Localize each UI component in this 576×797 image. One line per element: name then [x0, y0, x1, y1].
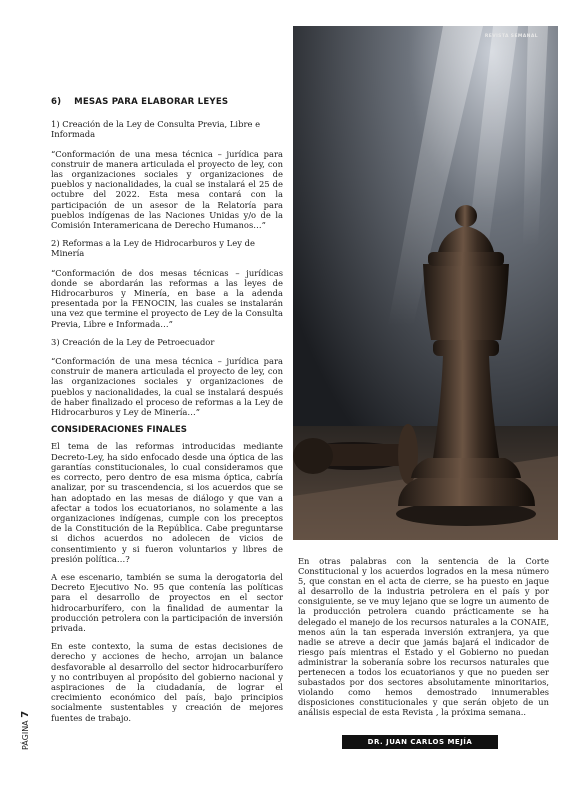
chess-photo	[293, 26, 558, 540]
item-quote-2: “Conformación de dos mesas técnicas – jurídicas donde se abordarán las reformas a las leyes de Hidrocarburos y Minería, en base a la adenda presentada por la FENOCIN, las cuales se instalarán una vez que termine el proyecto de Ley de la Consulta Previa, Libre e Informada…”	[51, 267, 283, 329]
item-quote-1: “Conformación de una mesa técnica – jurídica para construir de manera articulada el proyecto de ley, con las organizaciones sociales y organizaciones de pueblos y nacionalidades, la cual se instalará el 25 de octubre del 2022. Esta mesa contará con la participación de un asesor de la Relatoría para pueblos indígenas de las Naciones Unidas y/o de la Comisión Interamericana de Derecho Humanos…”	[51, 148, 283, 231]
magazine-label: REVISTA SEMANAL	[484, 34, 538, 39]
item-title-2: 2) Reformas a la Ley de Hidrocarburos y Ley de Minería	[51, 238, 255, 259]
conclusions-paragraph-1: El tema de las reformas introducidas mediante Decreto-Ley, ha sido enfocado desde una óptica de las garantías constitucionales, lo cual consideramos que es correcto, pero dentro de esa misma óptica, cabría analizar, por su trascendencia, si los acuerdos que se han adoptado en las mesas de diálogo y que van a afectar a todos los ecuatorianos, no solamente a las organizaciones indígenas, cumple con los preceptos de la Constitución de la República. Cabe preguntarse si dichos acuerdos no adolecen de vicios de consentimiento y si fueron voluntarios y libres de presión política…?	[51, 441, 283, 564]
chess-king-image	[293, 26, 558, 540]
page-number	[20, 711, 31, 750]
page-number-value: 7	[20, 710, 31, 718]
conclusions-paragraph-2: A ese escenario, también se suma la derogatoria del Decreto Ejecutivo No. 95 que contenía las políticas para el desarrollo de proyectos en el sector hidrocarburífero, con la finalidad de aumentar la producción petrolera con la participación de inversión privada.	[51, 571, 283, 633]
item-title-3: 3) Creación de la Ley de Petroecuador	[51, 336, 215, 347]
page-label: PÁGINA	[21, 720, 30, 750]
left-column	[51, 97, 283, 731]
right-column-paragraph: En otras palabras con la sentencia de la Corte Constitucional y los acuerdos logrados en la mesa número 5, que constan en el acta de cierre, se ha puesto en jaque al desarrollo de la industria petrolera en el país y por consiguiente, se ve muy lejano que se logre un aumento de la producción petrolera cuando prácticamente se ha delegado el manejo de los recursos naturales a la CONAIE, menos aún la tan esperada inversión extranjera, ya que nadie se atreve a decir que jamás bajará el indicador de riesgo país mientras el Estado y el Gobierno no puedan administrar la soberanía sobre los recursos naturales que pertenecen a todos los ecuatorianos y que no pueden ser subastados por dos sectores absolutamente minoritarios, violando como hemos demostrado innumerables disposiciones constitucionales y que serán objeto de un análisis especial de esta Revista , la próxima semana..	[298, 556, 549, 718]
item-title-1: 1) Creación de la Ley de Consulta Previa, Libre e Informada	[51, 119, 261, 140]
conclusions-paragraph-3: En este contexto, la suma de estas decisiones de derecho y acciones de hecho, arrojan un balance desfavorable al desarrollo del sector hidrocarburífero y no contribuyen al propósito del gobierno nacional y aspiraciones de la ciudadanía, de lograr el crecimiento económico del país, bajo principios socialmente sustentables y creación de mejores fuentes de trabajo.	[51, 641, 283, 723]
section-heading: 6) MESAS PARA ELABORAR LEYES	[51, 97, 229, 107]
author-banner: DR. JUAN CARLOS MEJÍA	[342, 735, 498, 749]
item-quote-3: “Conformación de una mesa técnica – jurídica para construir de manera articulada el proyecto de ley, con las organizaciones sociales y organizaciones de pueblos y nacionalidades, la cual se instalará después de haber finalizado el proceso de reformas a la Ley de Hidrocarburos y Ley de Minería…”	[51, 356, 283, 418]
conclusions-heading: CONSIDERACIONES FINALES	[51, 425, 187, 436]
